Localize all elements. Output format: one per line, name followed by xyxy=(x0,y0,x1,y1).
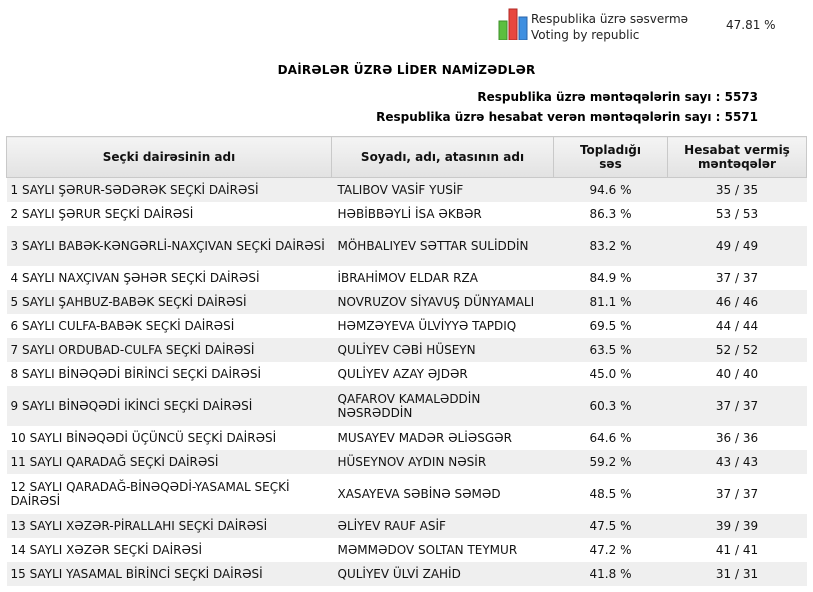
reported-count: 41 / 41 xyxy=(668,538,807,562)
candidate-name: MƏMMƏDOV SOLTAN TEYMUR xyxy=(332,538,554,562)
candidate-name: İBRAHİMOV ELDAR RZA xyxy=(332,266,554,290)
district-name: 11 SAYLI QARADAĞ SEÇKİ DAİRƏSİ xyxy=(7,450,332,474)
table-row xyxy=(7,202,807,226)
reported-count: 43 / 43 xyxy=(668,450,807,474)
turnout-labels xyxy=(531,11,688,43)
reported-count: 46 / 46 xyxy=(668,290,807,314)
vote-percent: 84.9 % xyxy=(554,266,668,290)
header-percent-line1: Topladığı xyxy=(579,143,642,157)
table-row xyxy=(7,226,807,266)
candidate-name: TALIBOV VASİF YUSİF xyxy=(332,178,554,202)
table-row xyxy=(7,338,807,362)
vote-percent: 60.3 % xyxy=(554,386,668,426)
table-row xyxy=(7,450,807,474)
table-row xyxy=(7,538,807,562)
candidate-name: HÜSEYNOV AYDIN NƏSİR xyxy=(332,450,554,474)
table-row xyxy=(7,290,807,314)
header-percent xyxy=(554,137,668,178)
vote-percent: 59.2 % xyxy=(554,450,668,474)
reported-count: 39 / 39 xyxy=(668,514,807,538)
vote-percent: 64.6 % xyxy=(554,426,668,450)
district-name: 12 SAYLI QARADAĞ-BİNƏQƏDİ-YASAMAL SEÇKİ DAİRƏSİ xyxy=(7,474,332,514)
table-row xyxy=(7,266,807,290)
district-name: 14 SAYLI XƏZƏR SEÇKİ DAİRƏSİ xyxy=(7,538,332,562)
candidate-name: NOVRUZOV SİYAVUŞ DÜNYAMALI xyxy=(332,290,554,314)
table-row xyxy=(7,362,807,386)
district-name: 13 SAYLI XƏZƏR-PİRALLAHI SEÇKİ DAİRƏSİ xyxy=(7,514,332,538)
vote-percent: 83.2 % xyxy=(554,226,668,266)
candidate-name: MUSAYEV MADƏR ƏLİƏSGƏR xyxy=(332,426,554,450)
reported-count: 31 / 31 xyxy=(668,562,807,586)
district-name: 9 SAYLI BİNƏQƏDİ İKİNCİ SEÇKİ DAİRƏSİ xyxy=(7,386,332,426)
precincts-value: 5573 xyxy=(724,90,758,104)
candidate-name: QULİYEV CƏBİ HÜSEYN xyxy=(332,338,554,362)
district-name: 2 SAYLI ŞƏRUR SEÇKİ DAİRƏSİ xyxy=(7,202,332,226)
district-name: 8 SAYLI BİNƏQƏDİ BİRİNCİ SEÇKİ DAİRƏSİ xyxy=(7,362,332,386)
table-row xyxy=(7,474,807,514)
vote-percent: 69.5 % xyxy=(554,314,668,338)
vote-percent: 81.1 % xyxy=(554,290,668,314)
vote-percent: 48.5 % xyxy=(554,474,668,514)
table-header-row xyxy=(7,137,807,178)
reported-count: 53 / 53 xyxy=(668,202,807,226)
district-name: 7 SAYLI ORDUBAD-CULFA SEÇKİ DAİRƏSİ xyxy=(7,338,332,362)
reported-summary xyxy=(376,110,758,124)
district-name: 5 SAYLI ŞAHBUZ-BABƏK SEÇKİ DAİRƏSİ xyxy=(7,290,332,314)
reported-count: 35 / 35 xyxy=(668,178,807,202)
turnout-value: 47.81 % xyxy=(726,18,776,32)
top-bar xyxy=(0,0,813,50)
header-percent-line2: səs xyxy=(599,157,622,171)
reported-count: 40 / 40 xyxy=(668,362,807,386)
reported-count: 37 / 37 xyxy=(668,386,807,426)
vote-percent: 63.5 % xyxy=(554,338,668,362)
results-table xyxy=(6,136,807,586)
header-reported-line2: məntəqələr xyxy=(698,157,776,171)
vote-percent: 94.6 % xyxy=(554,178,668,202)
candidate-name: HƏMZƏYEVA ÜLVİYYƏ TAPDIQ xyxy=(332,314,554,338)
reported-count: 37 / 37 xyxy=(668,474,807,514)
district-name: 1 SAYLI ŞƏRUR-SƏDƏRƏK SEÇKİ DAİRƏSİ xyxy=(7,178,332,202)
header-reported-line1: Hesabat vermiş xyxy=(684,143,790,157)
turnout-label-en[interactable]: Voting by republic xyxy=(531,28,640,42)
district-name: 6 SAYLI CULFA-BABƏK SEÇKİ DAİRƏSİ xyxy=(7,314,332,338)
candidate-name: MÖHBALIYEV SƏTTAR SULİDDİN xyxy=(332,226,554,266)
district-name: 3 SAYLI BABƏK-KƏNGƏRLİ-NAXÇIVAN SEÇKİ DAİRƏSİ xyxy=(7,226,332,266)
reported-value: 5571 xyxy=(724,110,758,124)
table-row xyxy=(7,178,807,202)
candidate-name: QULİYEV AZAY ƏJDƏR xyxy=(332,362,554,386)
vote-percent: 41.8 % xyxy=(554,562,668,586)
table-row xyxy=(7,514,807,538)
reported-count: 36 / 36 xyxy=(668,426,807,450)
vote-percent: 47.5 % xyxy=(554,514,668,538)
reported-count: 37 / 37 xyxy=(668,266,807,290)
district-name: 4 SAYLI NAXÇIVAN ŞƏHƏR SEÇKİ DAİRƏSİ xyxy=(7,266,332,290)
table-row xyxy=(7,314,807,338)
candidate-name: XASAYEVA SƏBİNƏ SƏMƏD xyxy=(332,474,554,514)
district-name: 15 SAYLI YASAMAL BİRİNCİ SEÇKİ DAİRƏSİ xyxy=(7,562,332,586)
header-district: Seçki dairəsinin adı xyxy=(7,137,332,178)
reported-count: 52 / 52 xyxy=(668,338,807,362)
vote-percent: 45.0 % xyxy=(554,362,668,386)
header-candidate: Soyadı, adı, atasının adı xyxy=(332,137,554,178)
candidate-name: QULİYEV ÜLVİ ZAHİD xyxy=(332,562,554,586)
precincts-label: Respublika üzrə məntəqələrin sayı : xyxy=(477,90,721,104)
candidate-name: HƏBİBBƏYLİ İSA ƏKBƏR xyxy=(332,202,554,226)
table-row xyxy=(7,562,807,586)
candidate-name: ƏLİYEV RAUF ASİF xyxy=(332,514,554,538)
vote-percent: 86.3 % xyxy=(554,202,668,226)
table-row xyxy=(7,426,807,450)
bar-chart-icon[interactable] xyxy=(498,8,528,40)
results-table-wrapper xyxy=(6,136,806,586)
header-reported xyxy=(668,137,807,178)
candidate-name: QAFAROV KAMALƏDDİN NƏSRƏDDİN xyxy=(332,386,554,426)
turnout-label-az[interactable]: Respublika üzrə səsvermə xyxy=(531,12,689,26)
reported-count: 49 / 49 xyxy=(668,226,807,266)
reported-label: Respublika üzrə hesabat verən məntəqələrin sayı : xyxy=(376,110,721,124)
precincts-summary xyxy=(477,90,758,104)
page-title: DAİRƏLƏR ÜZRƏ LİDER NAMİZƏDLƏR xyxy=(277,63,536,77)
table-row xyxy=(7,386,807,426)
district-name: 10 SAYLI BİNƏQƏDİ ÜÇÜNCÜ SEÇKİ DAİRƏSİ xyxy=(7,426,332,450)
reported-count: 44 / 44 xyxy=(668,314,807,338)
vote-percent: 47.2 % xyxy=(554,538,668,562)
